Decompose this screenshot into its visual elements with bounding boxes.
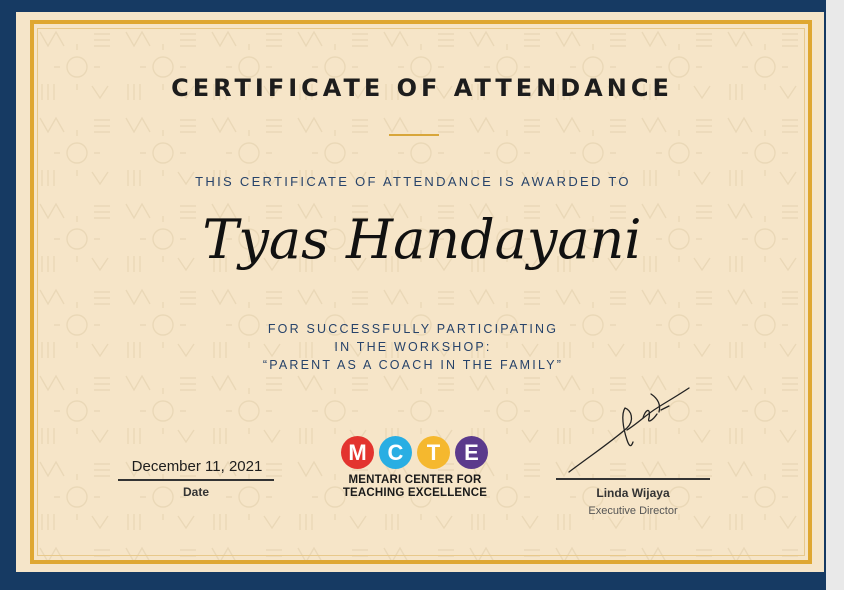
logo-badges [341,436,489,470]
logo-letter-badge: E [455,436,488,469]
logo-letter-badge: M [341,436,374,469]
signatory-name: Linda Wijaya [596,486,670,500]
signature-image [565,384,695,476]
title-divider [389,134,439,136]
certificate-title: CERTIFICATE OF ATTENDANCE [171,74,673,102]
reason-line: “PARENT AS A COACH IN THE FAMILY” [262,358,564,372]
organization-logo [339,436,491,506]
certificate-reason [0,320,826,374]
reason-line: FOR SUCCESSFULLY PARTICIPATING [267,322,559,336]
logo-name [339,474,491,500]
logo-name-line: TEACHING EXCELLENCE [342,487,488,499]
date-line [118,479,274,481]
logo-letter-badge: T [417,436,450,469]
logo-name-line: MENTARI CENTER FOR [348,474,482,486]
date-label: Date [182,485,209,499]
signature-line [556,478,710,480]
signatory-role: Executive Director [588,505,678,517]
date-value: December 11, 2021 [131,458,263,475]
certificate-subtitle: THIS CERTIFICATE OF ATTENDANCE IS AWARDED TO [195,174,631,189]
recipient-name: Tyas Handayani [202,208,642,271]
logo-letter-badge: C [379,436,412,469]
reason-line: IN THE WORKSHOP: [334,340,492,354]
